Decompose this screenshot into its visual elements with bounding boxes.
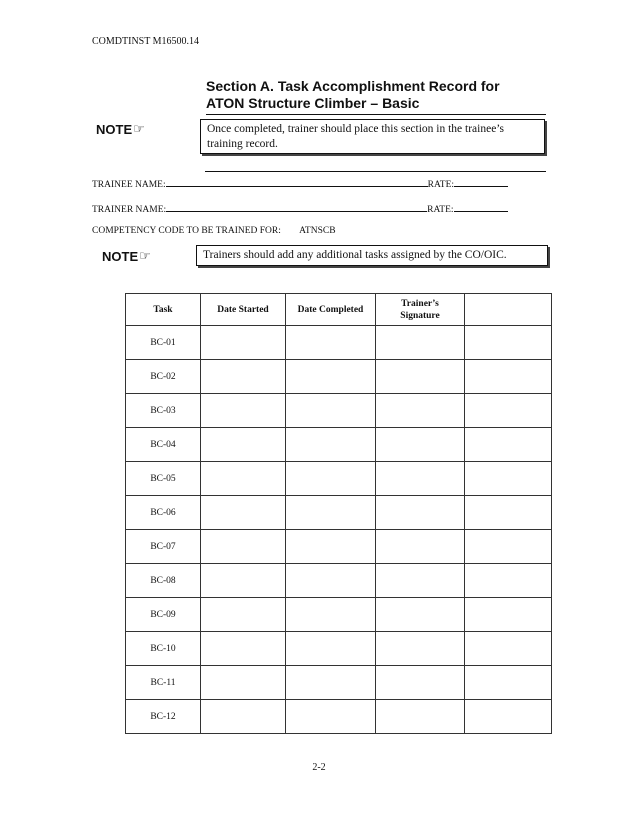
pointing-hand-icon: ☞ — [139, 248, 151, 263]
extra-cell[interactable] — [465, 394, 552, 428]
extra-cell[interactable] — [465, 360, 552, 394]
table-row — [126, 496, 552, 530]
competency-code-field — [92, 226, 336, 236]
trainer-name-blank[interactable] — [166, 202, 427, 212]
note-box-2 — [196, 245, 548, 266]
date-completed-cell[interactable] — [286, 462, 376, 496]
section-title-line1: Section A. Task Accomplishment Record for — [206, 78, 500, 94]
table-row — [126, 666, 552, 700]
extra-cell[interactable] — [465, 496, 552, 530]
header-signature-line: Signature — [400, 310, 440, 321]
extra-cell[interactable] — [465, 598, 552, 632]
trainee-rate-label: RATE: — [427, 180, 455, 190]
date-completed-cell[interactable] — [286, 564, 376, 598]
task-code-cell: BC-12 — [126, 700, 201, 734]
trainee-name-label: TRAINEE NAME: — [92, 180, 166, 190]
header-trainer-line: Trainer’s — [401, 298, 439, 309]
task-code-cell: BC-10 — [126, 632, 201, 666]
date-completed-cell[interactable] — [286, 700, 376, 734]
date-completed-cell[interactable] — [286, 428, 376, 462]
table-row — [126, 428, 552, 462]
date-started-cell[interactable] — [201, 360, 286, 394]
date-completed-cell[interactable] — [286, 666, 376, 700]
trainer-signature-cell[interactable] — [376, 598, 465, 632]
trainer-rate-label: RATE: — [427, 205, 454, 215]
note-text-line1: Once completed, trainer should place this section in the trainee’s — [207, 123, 504, 135]
task-record-table — [125, 293, 552, 734]
trainer-signature-cell[interactable] — [376, 326, 465, 360]
trainer-signature-cell[interactable] — [376, 700, 465, 734]
note-label-2 — [102, 248, 151, 264]
date-started-cell[interactable] — [201, 530, 286, 564]
date-started-cell[interactable] — [201, 564, 286, 598]
trainer-signature-cell[interactable] — [376, 462, 465, 496]
competency-value: ATNSCB — [299, 226, 336, 236]
task-code-cell: BC-01 — [126, 326, 201, 360]
trainer-signature-cell[interactable] — [376, 360, 465, 394]
trainer-signature-cell[interactable] — [376, 496, 465, 530]
task-code-cell: BC-02 — [126, 360, 201, 394]
trainer-signature-cell[interactable] — [376, 530, 465, 564]
table-row — [126, 530, 552, 564]
date-started-cell[interactable] — [201, 394, 286, 428]
date-started-cell[interactable] — [201, 632, 286, 666]
extra-cell[interactable] — [465, 564, 552, 598]
header-date-completed: Date Completed — [286, 294, 376, 326]
section-title-line2: ATON Structure Climber – Basic — [206, 95, 420, 111]
extra-cell[interactable] — [465, 666, 552, 700]
competency-label: COMPETENCY CODE TO BE TRAINED FOR: — [92, 226, 281, 236]
header-task: Task — [126, 294, 201, 326]
trainer-name-label: TRAINER NAME: — [92, 205, 167, 215]
note-label-text: NOTE — [96, 121, 133, 137]
date-started-cell[interactable] — [201, 666, 286, 700]
task-code-cell: BC-03 — [126, 394, 201, 428]
note-box-1 — [200, 119, 545, 154]
date-completed-cell[interactable] — [286, 598, 376, 632]
table-row — [126, 394, 552, 428]
table-row — [126, 700, 552, 734]
extra-cell[interactable] — [465, 632, 552, 666]
date-started-cell[interactable] — [201, 700, 286, 734]
document-code: COMDTINST M16500.14 — [92, 36, 200, 47]
note-label-text: NOTE — [102, 248, 139, 264]
page-number: 2-2 — [312, 762, 326, 773]
date-started-cell[interactable] — [201, 428, 286, 462]
task-code-cell: BC-07 — [126, 530, 201, 564]
date-started-cell[interactable] — [201, 598, 286, 632]
task-code-cell: BC-06 — [126, 496, 201, 530]
header-trainer-signature — [376, 294, 465, 326]
header-date-started: Date Started — [201, 294, 286, 326]
task-code-cell: BC-08 — [126, 564, 201, 598]
extra-cell[interactable] — [465, 326, 552, 360]
date-started-cell[interactable] — [201, 496, 286, 530]
date-completed-cell[interactable] — [286, 530, 376, 564]
divider-rule — [205, 171, 546, 172]
date-completed-cell[interactable] — [286, 360, 376, 394]
section-title — [206, 78, 546, 115]
trainer-signature-cell[interactable] — [376, 564, 465, 598]
trainer-signature-cell[interactable] — [376, 428, 465, 462]
table-row — [126, 632, 552, 666]
table-row — [126, 598, 552, 632]
pointing-hand-icon: ☞ — [133, 121, 145, 136]
date-completed-cell[interactable] — [286, 632, 376, 666]
table-row — [126, 326, 552, 360]
task-code-cell: BC-09 — [126, 598, 201, 632]
task-code-cell: BC-05 — [126, 462, 201, 496]
date-started-cell[interactable] — [201, 326, 286, 360]
table-row — [126, 564, 552, 598]
note-label-1 — [96, 121, 145, 137]
table-row — [126, 462, 552, 496]
trainee-name-blank[interactable] — [166, 177, 428, 187]
table-row — [126, 360, 552, 394]
note-text: Trainers should add any additional tasks assigned by the CO/OIC. — [203, 249, 507, 261]
trainer-rate-blank[interactable] — [454, 202, 508, 212]
trainer-signature-cell[interactable] — [376, 632, 465, 666]
date-completed-cell[interactable] — [286, 496, 376, 530]
header-blank — [465, 294, 552, 326]
trainer-name-field — [92, 202, 508, 215]
extra-cell[interactable] — [465, 700, 552, 734]
extra-cell[interactable] — [465, 530, 552, 564]
task-code-cell: BC-04 — [126, 428, 201, 462]
date-started-cell[interactable] — [201, 462, 286, 496]
extra-cell[interactable] — [465, 462, 552, 496]
trainer-signature-cell[interactable] — [376, 394, 465, 428]
date-completed-cell[interactable] — [286, 326, 376, 360]
trainee-name-field — [92, 177, 508, 190]
extra-cell[interactable] — [465, 428, 552, 462]
note-text-line2: training record. — [207, 138, 278, 150]
task-code-cell: BC-11 — [126, 666, 201, 700]
date-completed-cell[interactable] — [286, 394, 376, 428]
trainer-signature-cell[interactable] — [376, 666, 465, 700]
trainee-rate-blank[interactable] — [454, 177, 508, 187]
table-header-row — [126, 294, 552, 326]
